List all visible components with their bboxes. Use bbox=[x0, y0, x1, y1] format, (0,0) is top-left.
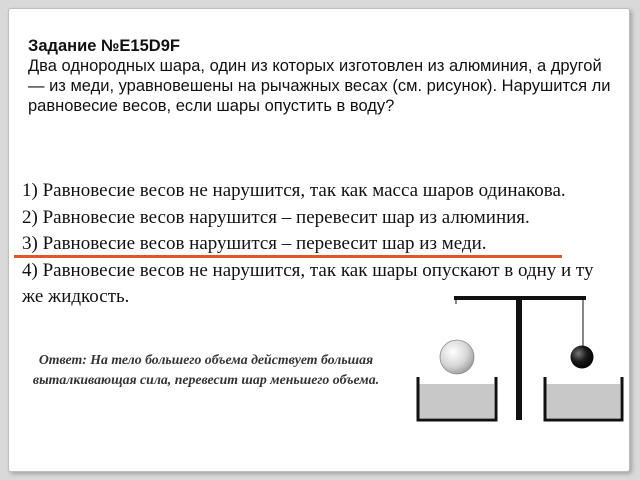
copper-ball bbox=[571, 346, 594, 369]
option-3: 3) Равновесие весов нарушится – перевесит шар из меди. bbox=[22, 233, 487, 254]
answer-note: Ответ: На тело большего объема действует большая выталкивающая сила, перевесит шар меньшего объема. bbox=[32, 352, 380, 387]
option-2: 2) Равновесие весов нарушится – перевесит шар из алюминия. bbox=[22, 206, 530, 228]
task-text: Два однородных шара, один из которых изготовлен из алюминия, а другой — из меди, уравновешены на рычажных весах (см. рисунок). Нарушится ли равновесие весов, если шары опустить в воду? bbox=[28, 57, 611, 115]
balance-stand bbox=[516, 298, 522, 420]
highlight-line bbox=[14, 255, 562, 258]
aluminium-ball bbox=[440, 340, 474, 374]
right-water bbox=[545, 384, 620, 418]
option-4: 4) Равновесие весов не нарушится, так как шары опускают в одну и ту же жидкость. bbox=[22, 259, 594, 307]
task-title: Задание №E15D9F bbox=[28, 37, 180, 55]
option-1: 1) Равновесие весов не нарушится, так как масса шаров одинакова. bbox=[22, 180, 566, 201]
left-water bbox=[418, 384, 494, 418]
